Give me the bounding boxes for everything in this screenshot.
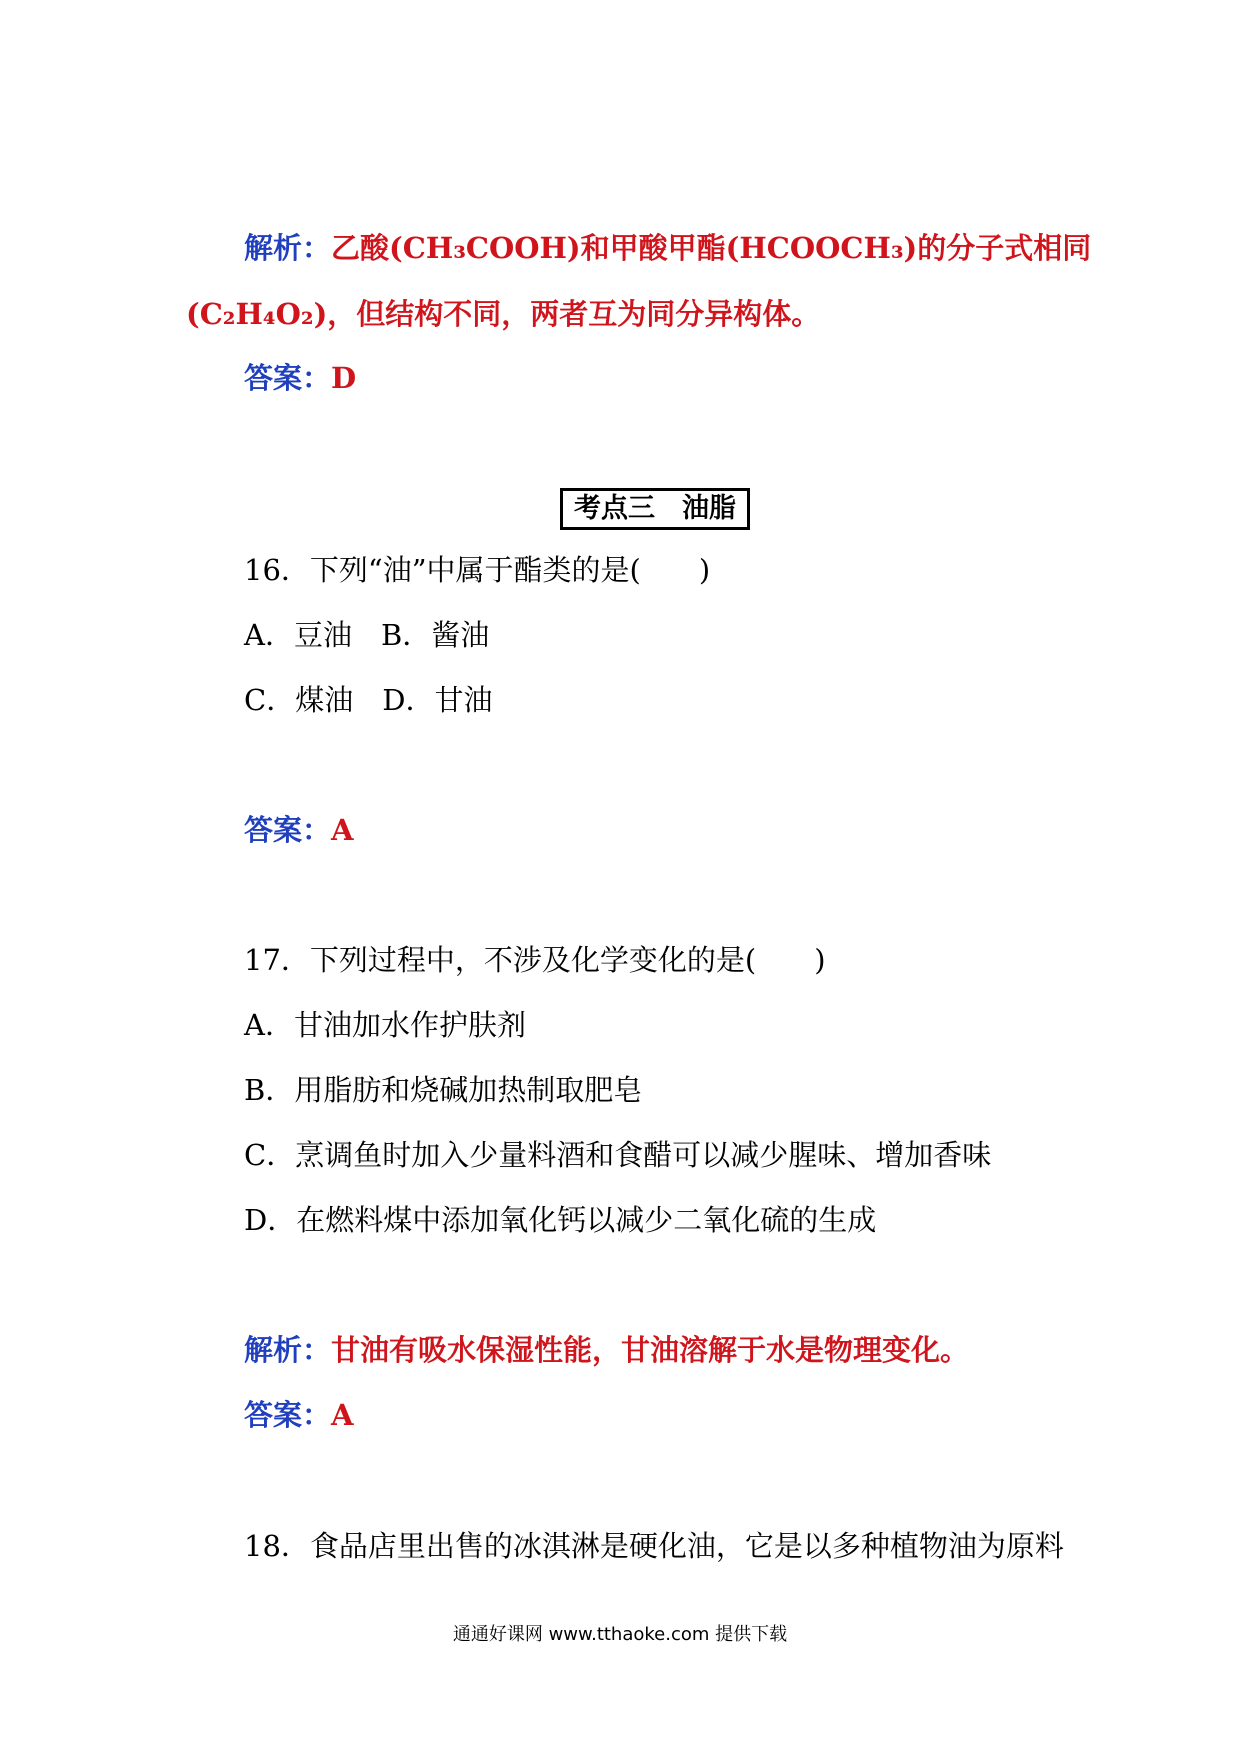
q15-analysis-line2: [186, 294, 820, 334]
q17-analysis: [244, 1330, 969, 1370]
answer-value: A: [331, 813, 354, 847]
analysis-text: 甘油有吸水保湿性能，甘油溶解于水是物理变化。: [331, 1333, 970, 1367]
q17-option-c: C．烹调鱼时加入少量料酒和食醋可以减少腥味、增加香味: [244, 1138, 992, 1172]
q17-option-b: B．用脂肪和烧碱加热制取肥皂: [244, 1073, 643, 1107]
q16-options-row1: A．豆油 B．酱油: [244, 618, 490, 652]
answer-value: A: [331, 1398, 354, 1432]
q17-option-a: A．甘油加水作护肤剂: [244, 1008, 526, 1042]
q15-answer: [244, 358, 356, 398]
analysis-label: 解析：: [244, 231, 332, 265]
analysis-text-continued: (C₂H₄O₂)，但结构不同，两者互为同分异构体。: [186, 297, 821, 331]
section-title: 考点三 油脂: [560, 488, 750, 530]
q18-stem: 18．食品店里出售的冰淇淋是硬化油，它是以多种植物油为原料: [244, 1529, 1064, 1563]
q16-stem: 16．下列“油”中属于酯类的是( ): [244, 553, 711, 587]
q17-option-d: D．在燃料煤中添加氧化钙以减少二氧化硫的生成: [244, 1203, 877, 1237]
footer-watermark: 通通好课网 www.tthaoke.com 提供下载: [452, 1624, 788, 1645]
q17-answer: [244, 1395, 354, 1435]
analysis-label: 解析：: [244, 1333, 332, 1367]
answer-label: 答案：: [244, 1398, 332, 1432]
q15-analysis-line1: [244, 228, 1091, 268]
q16-options-row2: C．煤油 D．甘油: [244, 683, 493, 717]
q17-stem: 17．下列过程中，不涉及化学变化的是( ): [244, 943, 826, 977]
answer-label: 答案：: [244, 813, 332, 847]
analysis-text: 乙酸(CH₃COOH)和甲酸甲酯(HCOOCH₃)的分子式相同: [331, 231, 1092, 265]
answer-label: 答案：: [244, 361, 332, 395]
answer-value: D: [331, 361, 357, 395]
q16-answer: [244, 810, 354, 850]
